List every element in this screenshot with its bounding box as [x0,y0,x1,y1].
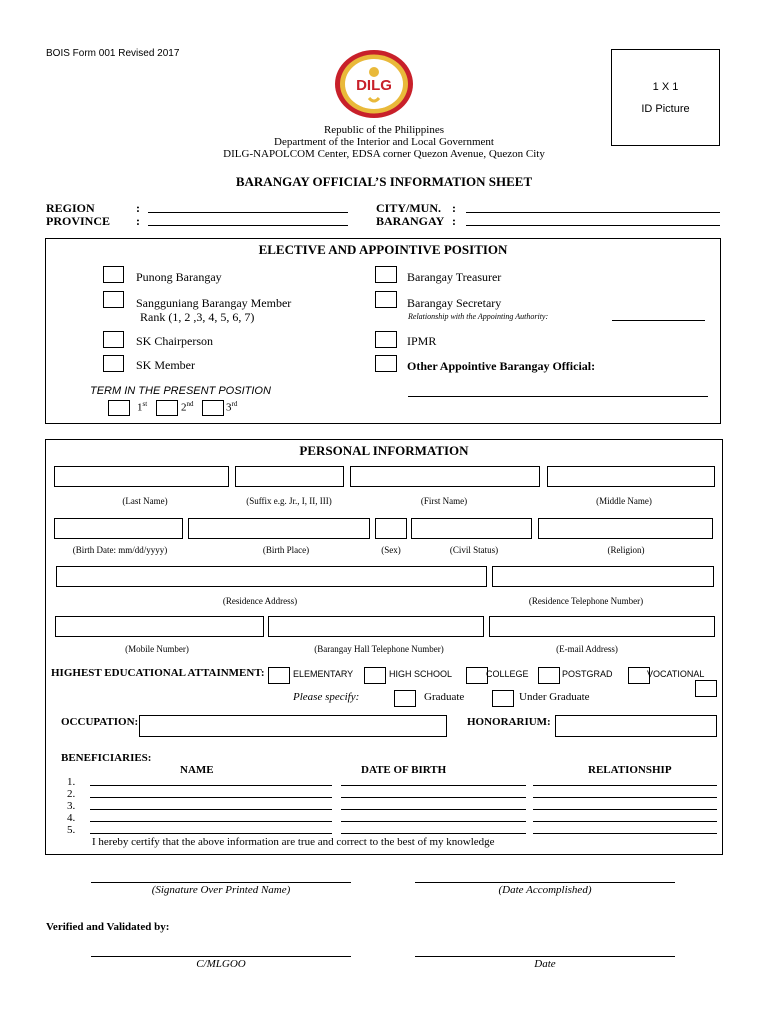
signature-field[interactable] [91,882,351,883]
logo-text: DILG [356,77,392,94]
punong-barangay-checkbox[interactable] [103,266,124,283]
sex-input[interactable] [375,518,407,539]
beneficiary-row-number: 2. [67,788,76,800]
graduate-checkbox[interactable] [394,690,416,707]
punong-barangay-label: Punong Barangay [136,270,222,284]
beneficiary-name-field[interactable] [90,785,332,786]
occupation-input[interactable] [139,715,447,737]
term-3rd-label: 3rd [226,400,238,414]
date-accomplished-caption: (Date Accomplished) [498,884,592,896]
region-label: REGION [46,201,95,215]
elementary-label: ELEMENTARY [293,669,354,679]
elementary-checkbox[interactable] [268,667,290,684]
city-field[interactable] [466,212,720,213]
first-name-input[interactable] [350,466,540,487]
postgrad-checkbox[interactable] [538,667,560,684]
birth-date-caption: (Birth Date: mm/dd/yyyy) [72,545,168,555]
honorarium-label: HONORARIUM: [467,716,551,728]
secretary-label: Barangay Secretary [407,296,502,310]
under-graduate-checkbox[interactable] [492,690,514,707]
religion-caption: (Religion) [607,545,645,555]
position-section-title: ELECTIVE AND APPOINTIVE POSITION [258,242,508,257]
postgrad-label: POSTGRAD [562,669,613,679]
beneficiary-row-number: 5. [67,824,76,836]
mobile-number-input[interactable] [55,616,264,637]
middle-name-input[interactable] [547,466,715,487]
religion-input[interactable] [538,518,713,539]
civil-status-input[interactable] [411,518,532,539]
birth-date-input[interactable] [54,518,183,539]
email-caption: (E-mail Address) [556,644,618,654]
sangguniang-checkbox[interactable] [103,291,124,308]
province-field[interactable] [148,225,348,226]
residence-phone-input[interactable] [492,566,714,587]
certification-text: I hereby certify that the above information are true and correct to the best of my knowledge [92,836,495,848]
other-appointive-field[interactable] [408,396,708,397]
rank-label: Rank (1, 2 ,3, 4, 5, 6, 7) [140,310,255,324]
beneficiary-row-number: 4. [67,812,76,824]
beneficiary-dob-field[interactable] [341,833,526,834]
please-specify-label: Please specify: [293,691,360,703]
personal-info-title: PERSONAL INFORMATION [299,443,469,458]
suffix-caption: (Suffix e.g. Jr., I, II, III) [246,496,332,506]
beneficiary-name-field[interactable] [90,821,332,822]
beneficiary-name-field[interactable] [90,797,332,798]
province-colon: : [136,214,140,228]
education-label: HIGHEST EDUCATIONAL ATTAINMENT: [51,667,265,679]
beneficiary-dob-field[interactable] [341,809,526,810]
middle-name-caption: (Middle Name) [596,496,652,506]
last-name-input[interactable] [54,466,229,487]
id-picture-label: ID Picture [641,103,690,115]
city-colon: : [452,201,456,215]
email-input[interactable] [489,616,715,637]
beneficiary-dob-field[interactable] [341,821,526,822]
province-label: PROVINCE [46,214,111,228]
barangay-label: BARANGAY [376,214,445,228]
sk-chairperson-label: SK Chairperson [136,334,213,348]
high-school-label: HIGH SCHOOL [389,669,453,679]
college-label: COLLEGE [486,669,529,679]
ipmr-checkbox[interactable] [375,331,397,348]
verified-label: Verified and Validated by: [46,921,170,933]
honorarium-input[interactable] [555,715,717,737]
form-title: BARANGAY OFFICIAL’S INFORMATION SHEET [235,174,533,189]
beneficiary-row-number: 3. [67,800,76,812]
mlgoo-signature-field[interactable] [91,956,351,957]
treasurer-checkbox[interactable] [375,266,397,283]
occupation-label: OCCUPATION: [61,716,139,728]
id-picture-size: 1 X 1 [652,81,679,93]
first-name-caption: (First Name) [420,496,468,506]
region-colon: : [136,201,140,215]
extra-education-checkbox[interactable] [695,680,717,697]
beneficiary-relationship-field[interactable] [533,821,717,822]
residence-address-caption: (Residence Address) [222,596,298,606]
high-school-checkbox[interactable] [364,667,386,684]
secretary-checkbox[interactable] [375,291,397,308]
beneficiaries-label: BENEFICIARIES: [61,752,152,764]
relationship-field[interactable] [612,320,705,321]
suffix-input[interactable] [235,466,344,487]
vocational-label: VOCATIONAL [647,669,705,679]
residence-address-input[interactable] [56,566,487,587]
form-code: BOIS Form 001 Revised 2017 [46,48,180,59]
signature-caption: (Signature Over Printed Name) [151,884,291,896]
mobile-caption: (Mobile Number) [125,644,189,654]
sk-member-label: SK Member [136,358,195,372]
birth-place-input[interactable] [188,518,370,539]
residence-phone-caption: (Residence Telephone Number) [528,596,644,606]
dilg-logo [333,48,415,120]
beneficiary-name-header: NAME [180,764,214,776]
region-field[interactable] [148,212,348,213]
term-2nd-label: 2nd [181,400,194,414]
beneficiary-dob-field[interactable] [341,797,526,798]
mlgoo-caption: C/MLGOO [196,958,246,970]
beneficiary-row-number: 1. [67,776,76,788]
beneficiary-dob-header: DATE OF BIRTH [361,764,447,776]
sk-member-checkbox[interactable] [103,355,124,372]
beneficiary-relationship-field[interactable] [533,833,717,834]
other-appointive-checkbox[interactable] [375,355,397,372]
beneficiary-relationship-field[interactable] [533,797,717,798]
header-department: Department of the Interior and Local Government [274,136,494,148]
other-appointive-label: Other Appointive Barangay Official: [407,359,596,373]
beneficiary-dob-field[interactable] [341,785,526,786]
treasurer-label: Barangay Treasurer [407,270,502,284]
birth-place-caption: (Birth Place) [262,545,310,555]
relationship-label: Relationship with the Appointing Authority: [408,312,549,321]
header-address: DILG-NAPOLCOM Center, EDSA corner Quezon Avenue, Quezon City [223,148,545,160]
term-2nd-checkbox[interactable] [156,400,178,416]
beneficiary-relationship-header: RELATIONSHIP [588,764,672,776]
header-republic: Republic of the Philippines [323,124,445,136]
term-1st-label: 1st [137,400,148,414]
mlgoo-date-caption: Date [534,958,556,970]
term-1st-checkbox[interactable] [108,400,130,416]
ipmr-label: IPMR [407,334,437,348]
sex-caption: (Sex) [381,545,401,555]
beneficiary-name-field[interactable] [90,833,332,834]
brgy-hall-phone-caption: (Barangay Hall Telephone Number) [314,644,444,654]
graduate-label: Graduate [424,691,465,703]
term-3rd-checkbox[interactable] [202,400,224,416]
under-graduate-label: Under Graduate [519,691,590,703]
last-name-caption: (Last Name) [122,496,168,506]
sk-chairperson-checkbox[interactable] [103,331,124,348]
sangguniang-label: Sangguniang Barangay Member [136,296,292,310]
term-label: TERM IN THE PRESENT POSITION [90,385,271,397]
college-checkbox[interactable] [466,667,488,684]
civil-status-caption: (Civil Status) [449,545,499,555]
beneficiary-relationship-field[interactable] [533,809,717,810]
brgy-hall-phone-input[interactable] [268,616,484,637]
mlgoo-date-field[interactable] [415,956,675,957]
barangay-colon: : [452,214,456,228]
barangay-field[interactable] [466,225,720,226]
date-accomplished-field[interactable] [415,882,675,883]
city-label: CITY/MUN. [376,201,441,215]
beneficiary-name-field[interactable] [90,809,332,810]
beneficiary-relationship-field[interactable] [533,785,717,786]
